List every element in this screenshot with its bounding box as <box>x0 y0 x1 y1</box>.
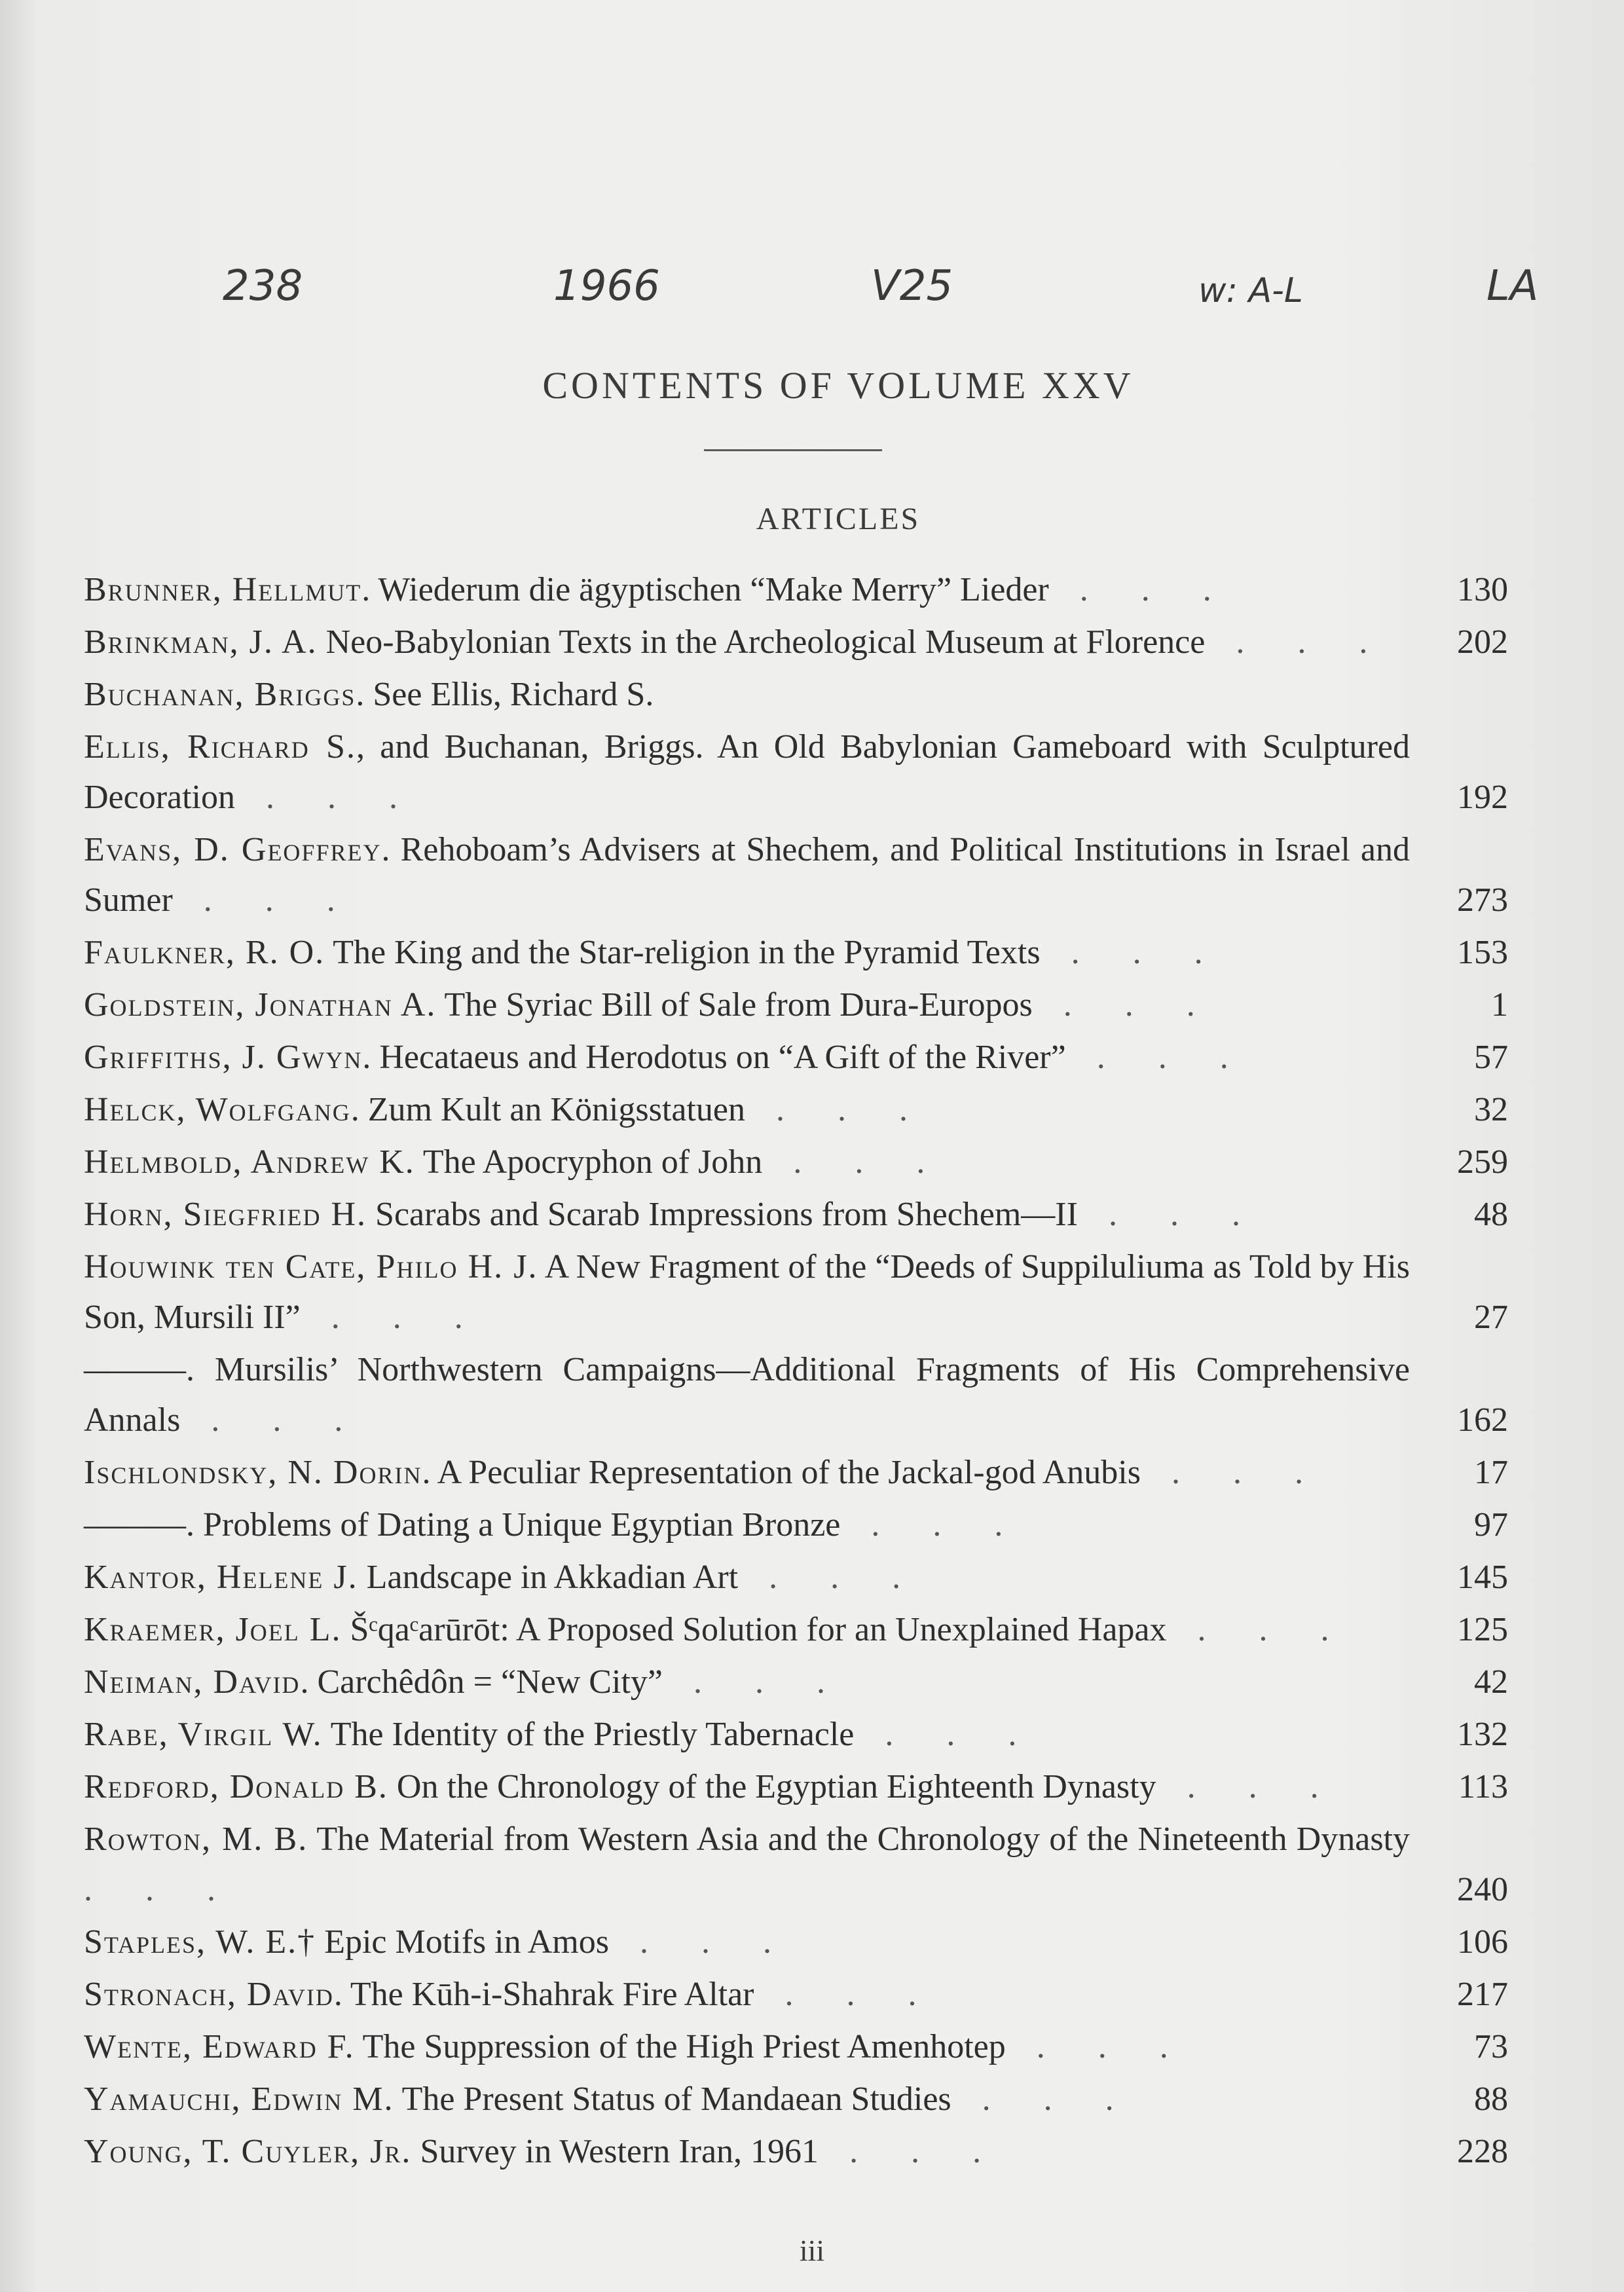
dot-leaders: . . . <box>1005 2028 1190 2065</box>
dot-leaders: . . . <box>235 779 420 816</box>
entry-title: . Mursilis’ Northwestern Campaigns—Additional Fragments of His Comprehensive Annals <box>84 1351 1410 1439</box>
entry-page-number: 132 <box>1457 1716 1508 1753</box>
entry-title: The King and the Star-religion in the Pyramid Texts <box>325 934 1041 971</box>
dot-leaders: . . . <box>84 1871 238 1908</box>
dot-leaders: . . . <box>1032 986 1217 1024</box>
dot-leaders: . . . <box>738 1559 923 1596</box>
entry-title: , and Buchanan, Briggs. An Old Babylonian Gameboard with Sculptured Decoration <box>84 728 1410 816</box>
entry-title: . Rehoboam’s Advisers at Shechem, and Political Institutions in Israel and Sumer <box>84 831 1410 919</box>
entry-author: Goldstein, Jonathan A. <box>84 986 437 1024</box>
page-title: CONTENTS OF VOLUME XXV <box>542 364 1134 407</box>
dot-leaders: . . . <box>608 1923 794 1961</box>
entry-title: The Material from Western Asia and the Chronology of the Nineteenth Dynasty <box>308 1821 1410 1858</box>
entry-page-number: 17 <box>1474 1454 1508 1491</box>
entry-text <box>84 1709 1508 1760</box>
entry-title: . Wiederum die ägyptischen “Make Merry” Lieder <box>361 571 1049 608</box>
contents-entry <box>84 564 1508 615</box>
entry-text <box>84 1242 1508 1342</box>
contents-entry <box>84 1552 1508 1602</box>
entry-author: Horn, Siegfried H. <box>84 1196 367 1233</box>
handwritten-note: V25 <box>871 262 953 310</box>
entry-title: . Zum Kult an Königsstatuen <box>350 1091 745 1128</box>
contents-entry <box>84 669 1508 720</box>
entry-title: Survey in Western Iran, 1961 <box>411 2133 819 2170</box>
entry-author: Brinkman, J. A. <box>84 623 318 661</box>
entry-text <box>84 2074 1508 2124</box>
entry-author: Rowton, M. B. <box>84 1821 308 1858</box>
contents-entry <box>84 927 1508 978</box>
handwritten-notes <box>223 262 1559 341</box>
handwritten-note: w: A-L <box>1198 271 1303 310</box>
contents-entry <box>84 1137 1508 1187</box>
entry-page-number: 228 <box>1457 2133 1508 2170</box>
entry-text <box>84 617 1508 667</box>
dot-leaders: . . . <box>840 1506 1025 1543</box>
entry-page-number: 217 <box>1457 1976 1508 2013</box>
entry-text <box>84 980 1508 1030</box>
entry-title: The Identity of the Priestly Tabernacle <box>322 1716 855 1753</box>
entry-text <box>84 2126 1508 2177</box>
entry-text <box>84 927 1508 978</box>
entry-author: Staples, W. E.† <box>84 1923 316 1961</box>
entry-title: The Syriac Bill of Sale from Dura-Europos <box>436 986 1033 1024</box>
dot-leaders: . . . <box>172 881 358 919</box>
entry-title: . Hecataeus and Herodotus on “A Gift of the River” <box>362 1039 1066 1076</box>
entry-page-number: 125 <box>1457 1611 1508 1648</box>
contents-entry <box>84 2022 1508 2072</box>
entry-author: ——— <box>84 1351 186 1388</box>
entry-page-number: 192 <box>1457 779 1508 816</box>
entry-author: Buchanan, Briggs <box>84 676 356 713</box>
entry-author: Griffiths, J. Gwyn <box>84 1039 363 1076</box>
entry-text <box>84 722 1508 823</box>
dot-leaders: . . . <box>819 2133 1004 2170</box>
entry-title: The Apocryphon of John <box>415 1143 763 1181</box>
entry-text <box>84 1969 1508 2020</box>
entry-text <box>84 824 1508 925</box>
contents-entry <box>84 1709 1508 1760</box>
entry-page-number: 273 <box>1457 881 1508 919</box>
entry-title: . Carchêdôn = “New City” <box>300 1663 663 1701</box>
entry-page-number: 240 <box>1457 1871 1508 1908</box>
page-number: iii <box>799 2234 825 2267</box>
contents-entry <box>84 1032 1508 1082</box>
entry-title: Šᶜqaᶜarūrōt: A Proposed Solution for an Unexplained Hapax <box>341 1611 1167 1648</box>
entry-author: Stronach, David <box>84 1976 334 2013</box>
entry-text <box>84 1814 1508 1915</box>
entry-title: On the Chronology of the Egyptian Eighteenth Dynasty <box>388 1768 1156 1805</box>
contents-entry <box>84 2126 1508 2177</box>
entry-page-number: 153 <box>1457 934 1508 971</box>
entry-page-number: 97 <box>1474 1506 1508 1543</box>
entry-author: Helck, Wolfgang <box>84 1091 351 1128</box>
contents-entry <box>84 1814 1508 1915</box>
contents-entry <box>84 1084 1508 1135</box>
entry-author: Faulkner, R. O. <box>84 934 325 971</box>
entry-title: Neo-Babylonian Texts in the Archeological Museum at Florence <box>317 623 1206 661</box>
entry-author: Houwink ten Cate, Philo H. J. <box>84 1248 538 1285</box>
contents-entry <box>84 1917 1508 1967</box>
entry-page-number: 42 <box>1474 1663 1508 1701</box>
entry-title: . A Peculiar Representation of the Jackal-god Anubis <box>422 1454 1141 1491</box>
contents-entry <box>84 980 1508 1030</box>
dot-leaders: . . . <box>745 1091 930 1128</box>
contents-entry <box>84 1969 1508 2020</box>
contents-entry <box>84 1242 1508 1342</box>
entry-author: Neiman, David <box>84 1663 301 1701</box>
entry-page-number: 162 <box>1457 1401 1508 1439</box>
entry-page-number: 145 <box>1457 1559 1508 1596</box>
entry-page-number: 202 <box>1457 623 1508 661</box>
contents-entry <box>84 1500 1508 1550</box>
entry-text <box>84 1084 1508 1135</box>
entry-author: Ellis, Richard S. <box>84 728 356 766</box>
contents-entry <box>84 1657 1508 1707</box>
entry-text <box>84 1917 1508 1967</box>
dot-leaders: . . . <box>951 2080 1136 2118</box>
entry-author: Redford, Donald B. <box>84 1768 388 1805</box>
entry-title: Landscape in Akkadian Art <box>358 1559 739 1596</box>
entry-author: Brunner, Hellmut <box>84 571 362 608</box>
entry-text <box>84 1189 1508 1240</box>
entry-title: The Present Status of Mandaean Studies <box>394 2080 951 2118</box>
dot-leaders: . . . <box>1065 1039 1251 1076</box>
dot-leaders: . . . <box>1040 934 1225 971</box>
section-heading: ARTICLES <box>756 502 921 536</box>
entry-page-number: 27 <box>1474 1299 1508 1336</box>
entry-author: Evans, D. Geoffrey <box>84 831 382 868</box>
handwritten-note: 1966 <box>553 262 660 310</box>
entry-page-number: 130 <box>1457 571 1508 608</box>
contents-entry <box>84 1762 1508 1812</box>
handwritten-note: 238 <box>223 262 303 310</box>
entry-title: Epic Motifs in Amos <box>316 1923 609 1961</box>
entry-author: Kantor, Helene J. <box>84 1559 358 1596</box>
contents-entry <box>84 1189 1508 1240</box>
entry-page-number: 113 <box>1458 1768 1508 1805</box>
dot-leaders: . . . <box>1156 1768 1341 1805</box>
entry-text <box>84 1657 1508 1707</box>
entry-text <box>84 1604 1508 1655</box>
entry-text <box>84 1032 1508 1082</box>
entry-text <box>84 564 1508 615</box>
handwritten-note: LA <box>1486 262 1539 310</box>
entry-author: Yamauchi, Edwin M. <box>84 2080 394 2118</box>
contents-entry <box>84 1604 1508 1655</box>
contents-list <box>84 564 1508 2179</box>
dot-leaders: . . . <box>754 1976 939 2013</box>
entry-text <box>84 1447 1508 1498</box>
entry-page-number: 259 <box>1457 1143 1508 1181</box>
dot-leaders: . . . <box>1077 1196 1263 1233</box>
entry-author: Helmbold, Andrew K. <box>84 1143 415 1181</box>
entry-title: The Suppression of the High Priest Amenhotep <box>354 2028 1006 2065</box>
entry-text <box>84 1344 1508 1445</box>
entry-text <box>84 2022 1508 2072</box>
entry-page-number: 48 <box>1474 1196 1508 1233</box>
entry-author: Kraemer, Joel L. <box>84 1611 342 1648</box>
entry-title: . Problems of Dating a Unique Egyptian Bronze <box>186 1506 841 1543</box>
contents-entry <box>84 1344 1508 1445</box>
entry-page-number: 88 <box>1474 2080 1508 2118</box>
entry-page-number: 106 <box>1457 1923 1508 1961</box>
entry-title: Scarabs and Scarab Impressions from Shechem—II <box>367 1196 1078 1233</box>
dot-leaders: . . . <box>1205 623 1390 661</box>
dot-leaders: . . . <box>300 1299 485 1336</box>
entry-text <box>84 1137 1508 1187</box>
entry-page-number: 32 <box>1474 1091 1508 1128</box>
dot-leaders: . . . <box>762 1143 948 1181</box>
entry-page-number: 73 <box>1474 2028 1508 2065</box>
dot-leaders: . . . <box>1166 1611 1352 1648</box>
dot-leaders: . . . <box>662 1663 847 1701</box>
entry-author: Rabe, Virgil W. <box>84 1716 323 1753</box>
entry-title: . The Kūh-i-Shahrak Fire Altar <box>333 1976 754 2013</box>
dot-leaders: . . . <box>180 1401 365 1439</box>
entry-author: ——— <box>84 1506 186 1543</box>
entry-text <box>84 669 1508 720</box>
entry-author: Wente, Edward F. <box>84 2028 355 2065</box>
contents-entry <box>84 824 1508 925</box>
contents-entry <box>84 617 1508 667</box>
entry-text <box>84 1500 1508 1550</box>
contents-entry <box>84 722 1508 823</box>
entry-title: A New Fragment of the “Deeds of Suppiluliuma as Told by His Son, Mursili II” <box>84 1248 1410 1336</box>
contents-entry <box>84 1447 1508 1498</box>
title-rule <box>704 449 882 451</box>
entry-page-number: 57 <box>1474 1039 1508 1076</box>
dot-leaders: . . . <box>1141 1454 1325 1491</box>
entry-author: Young, T. Cuyler, Jr. <box>84 2133 412 2170</box>
entry-page-number: 1 <box>1491 986 1508 1024</box>
dot-leaders: . . . <box>854 1716 1039 1753</box>
entry-author: Ischlondsky, N. Dorin <box>84 1454 422 1491</box>
contents-entry <box>84 2074 1508 2124</box>
entry-text <box>84 1762 1508 1812</box>
dot-leaders: . . . <box>1048 571 1234 608</box>
entry-text <box>84 1552 1508 1602</box>
entry-title: . See Ellis, Richard S. <box>356 676 654 713</box>
